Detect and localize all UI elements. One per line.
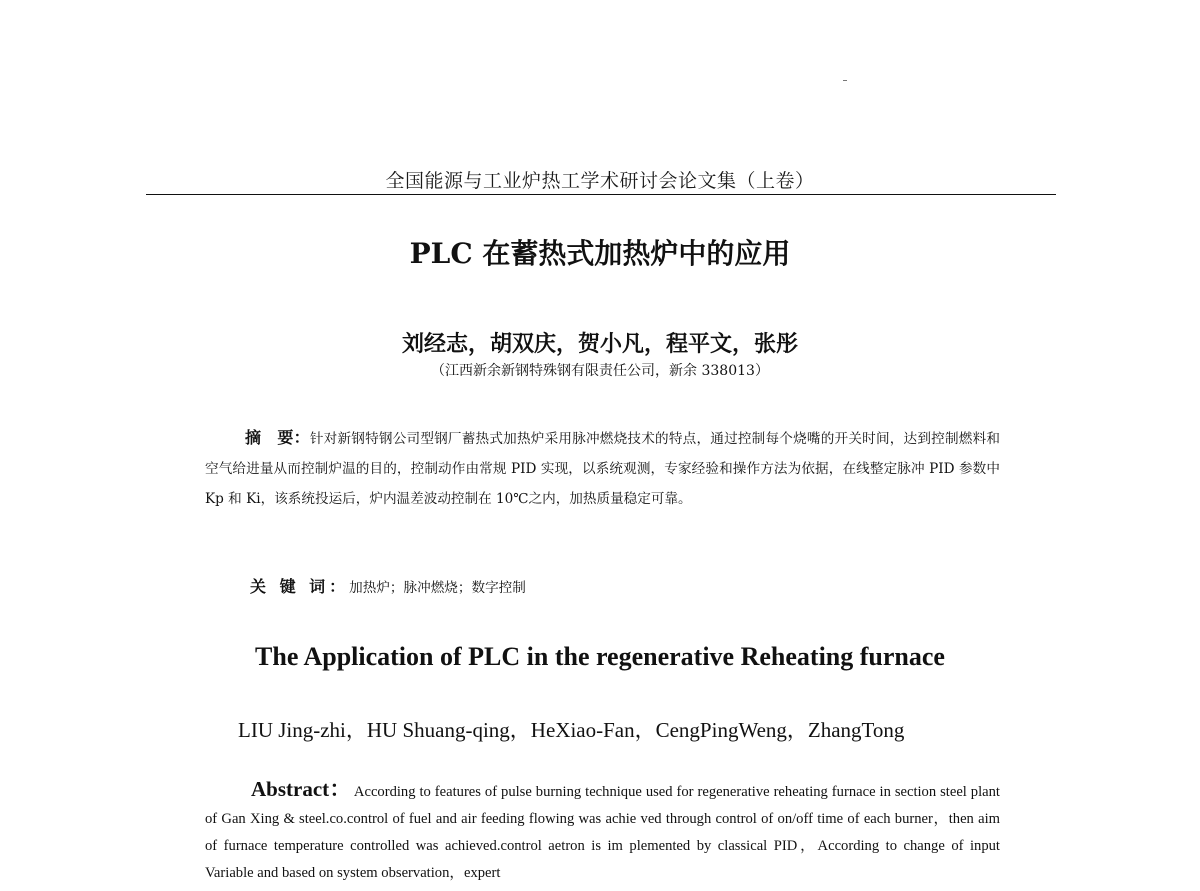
header-rule <box>146 194 1056 195</box>
keywords-cn-text: 加热炉；脉冲燃烧；数字控制 <box>349 580 526 596</box>
authors-cn: 刘经志，胡双庆，贺小凡，程平文，张彤 <box>401 331 798 357</box>
authors-en: LIU Jing-zhi，HU Shuang-qing，HeXiao-Fan，CengPingWeng，ZhangTong <box>238 718 905 742</box>
scan-mark <box>843 80 847 81</box>
affiliation-cn: （江西新余新钢特殊钢有限责任公司，新余 338013） <box>431 363 769 379</box>
paper-title-cn: PLC 在蓄热式加热炉中的应用 <box>409 237 791 270</box>
keywords-cn <box>205 572 1000 603</box>
abstract-en-label: Abstract： <box>251 777 351 801</box>
abstract-en-text: According to features of pulse burning technique used for regenerative reheating furnace in section steel plant of Gan Xing & steel.co.control of fuel and air feeding flowing was achie ved through control of on/off time of each burner，then aim of furnace temperature controlled was achieved.control aetron is im plemented by classical PID，According to change of input Variable and based on system observation，expert <box>205 784 1000 881</box>
abstract-en <box>205 776 1000 887</box>
abstract-cn-label: 摘 要： <box>245 428 310 447</box>
paper-title-en: The Application of PLC in the regenerative Reheating furnace <box>255 642 945 671</box>
abstract-cn-text: 针对新钢特钢公司型钢厂蓄热式加热炉采用脉冲燃烧技术的特点，通过控制每个烧嘴的开关时间，达到控制燃料和空气给进量从而控制炉温的目的，控制动作由常规 PID 实现，以系统观测，专家经验和操作方法为依据，在线整定脉冲 PID 参数中 Kp 和 Ki，该系统投运后，炉内温差波动控制在 10℃之内，加热质量稳定可靠。 <box>205 431 1000 507</box>
running-header: 全国能源与工业炉热工学术研讨会论文集（上卷） <box>385 170 815 192</box>
abstract-cn <box>205 423 1000 514</box>
keywords-cn-label: 关 键 词： <box>250 577 350 596</box>
